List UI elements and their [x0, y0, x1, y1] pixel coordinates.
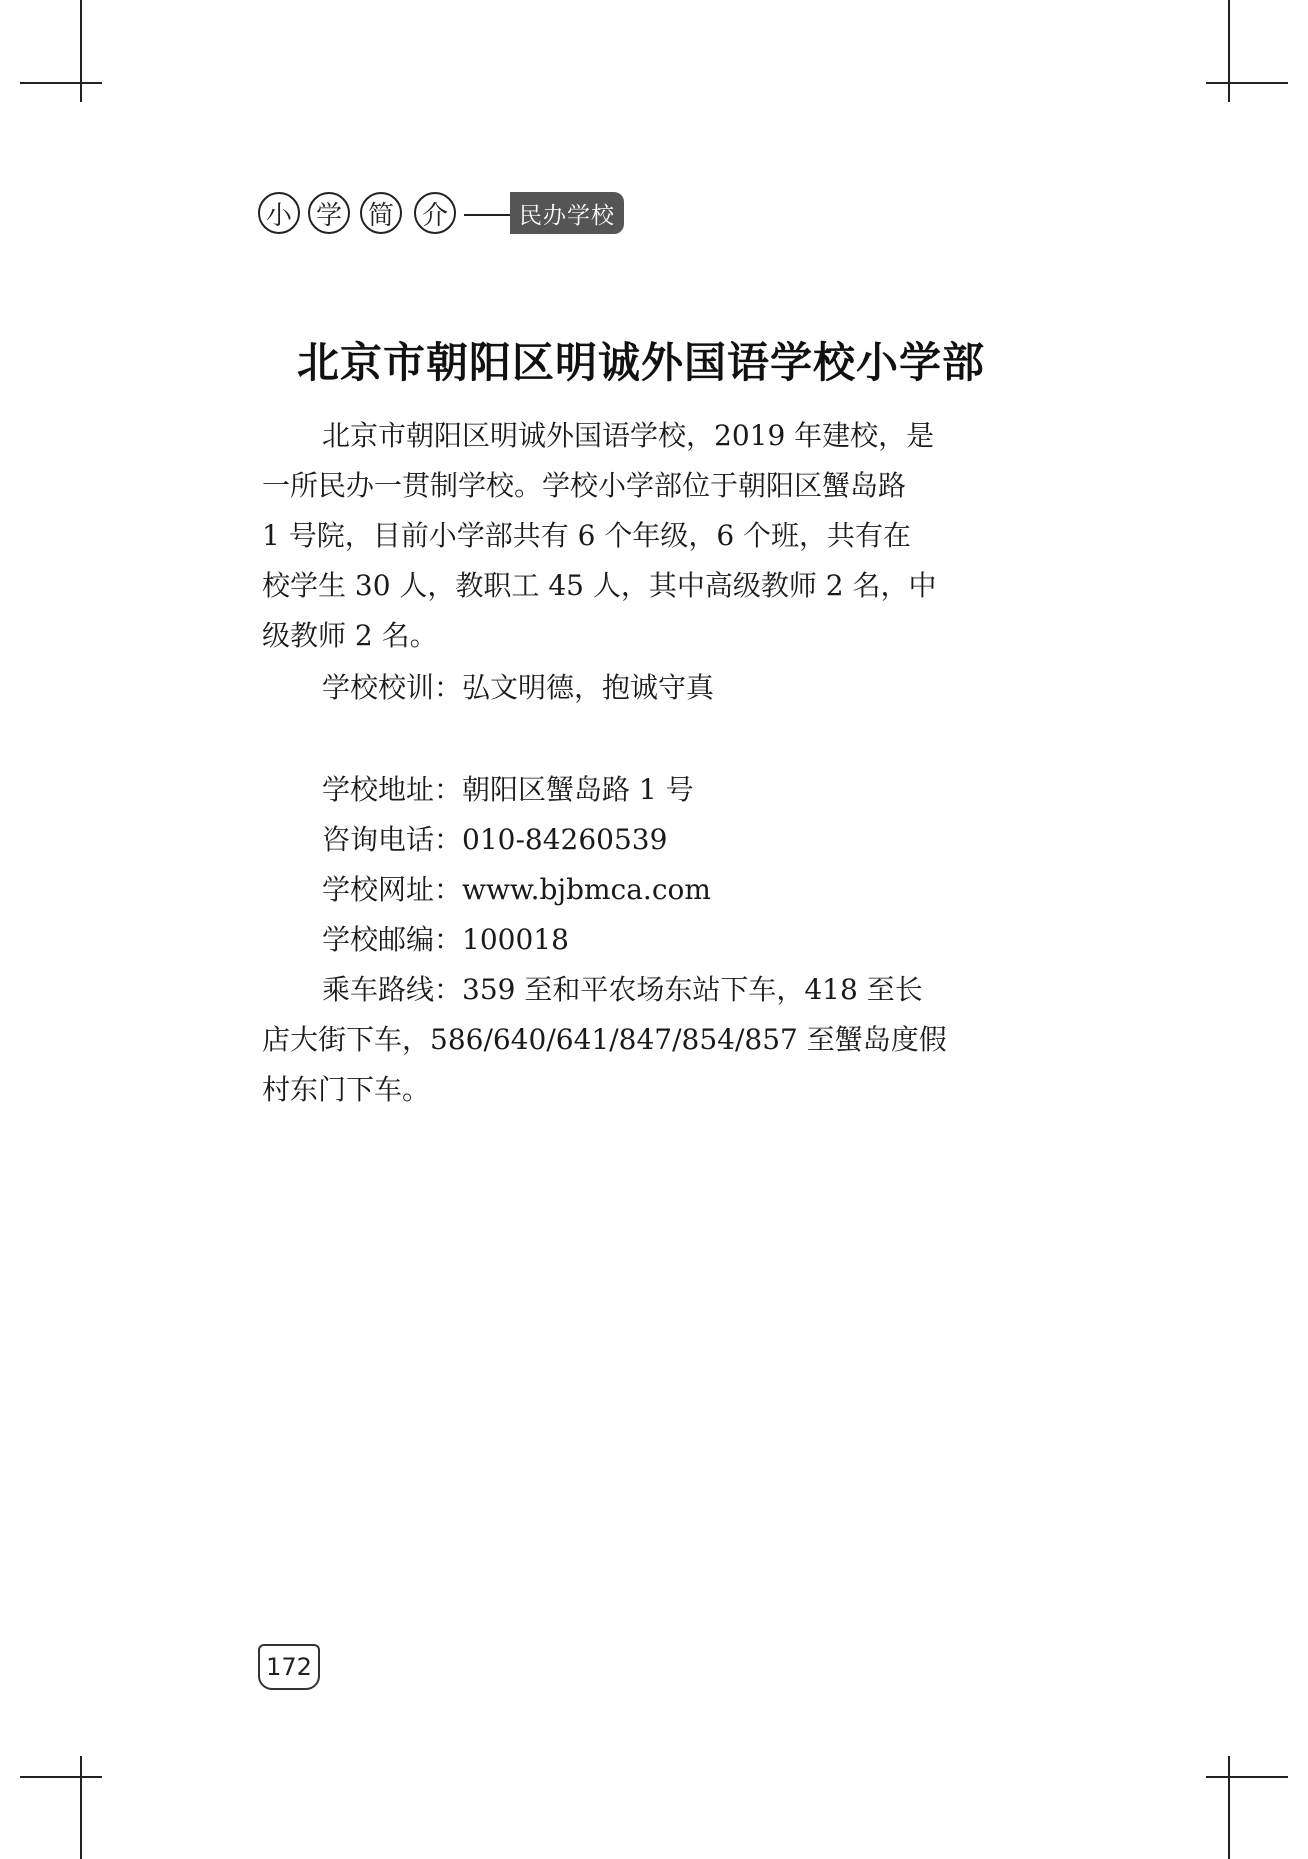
page-title: 北京市朝阳区明诚外国语学校小学部	[296, 338, 985, 387]
body-line: 一所民办一贯制学校。学校小学部位于朝阳区蟹岛路	[262, 469, 907, 502]
section-header	[258, 192, 638, 238]
body-line: 1 号院，目前小学部共有 6 个年级，6 个班，共有在	[262, 519, 912, 552]
category-tag: 民办学校	[510, 192, 624, 234]
section-char: 学	[308, 192, 350, 234]
body-line: 校学生 30 人，教职工 45 人，其中高级教师 2 名，中	[262, 569, 937, 602]
school-postcode: 学校邮编：100018	[322, 923, 569, 956]
crop-mark	[1206, 82, 1288, 84]
section-char: 简	[360, 192, 402, 234]
crop-mark	[80, 1756, 82, 1859]
school-address: 学校地址：朝阳区蟹岛路 1 号	[322, 773, 694, 806]
body-line: 北京市朝阳区明诚外国语学校，2019 年建校，是	[322, 419, 935, 452]
school-website: 学校网址：www.bjbmca.com	[322, 873, 711, 906]
body-line: 级教师 2 名。	[262, 619, 438, 652]
bus-route: 村东门下车。	[262, 1073, 431, 1106]
crop-mark	[20, 1776, 102, 1778]
crop-mark	[20, 82, 102, 84]
crop-mark	[1228, 0, 1230, 102]
crop-mark	[1228, 1756, 1230, 1859]
crop-mark	[1206, 1776, 1288, 1778]
crop-mark	[80, 0, 82, 102]
section-char: 小	[258, 192, 300, 234]
bus-route: 店大街下车，586/640/641/847/854/857 至蟹岛度假	[262, 1023, 947, 1056]
page-number: 172	[258, 1644, 320, 1690]
section-char: 介	[414, 192, 456, 234]
school-motto: 学校校训：弘文明德，抱诚守真	[322, 671, 715, 704]
bus-route: 乘车路线：359 至和平农场东站下车，418 至长	[322, 973, 923, 1006]
school-phone: 咨询电话：010-84260539	[322, 823, 668, 856]
header-divider	[464, 214, 512, 216]
